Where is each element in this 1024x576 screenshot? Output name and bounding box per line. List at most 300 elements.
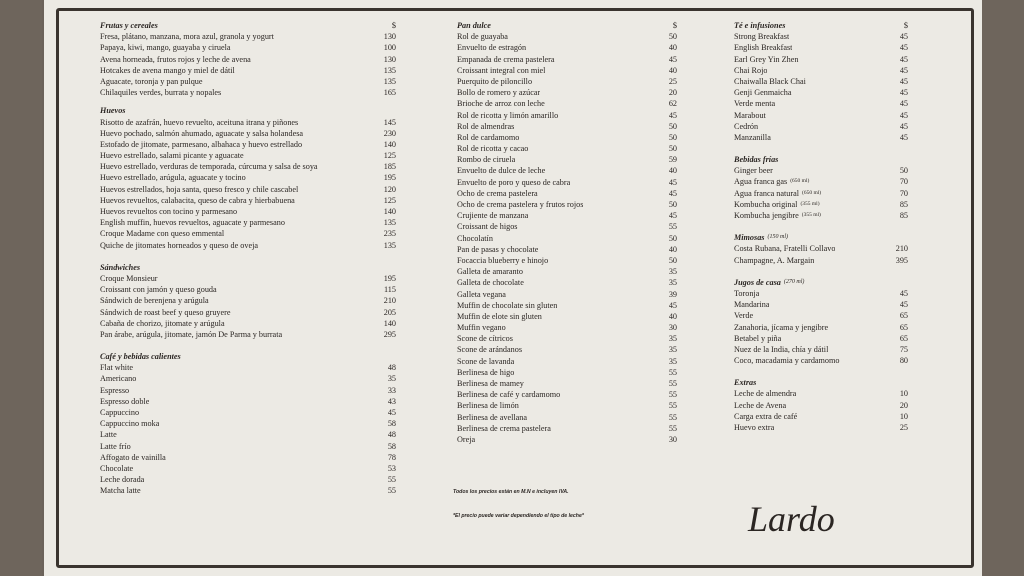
menu-item-name: Envuelto de dulce de leche — [457, 166, 546, 176]
menu-item-name: Muffin de chocolate sin gluten — [457, 300, 558, 310]
menu-item-price: 50 — [668, 32, 677, 42]
menu-item — [734, 199, 908, 210]
menu-item — [734, 42, 908, 53]
menu-item — [734, 400, 908, 411]
menu-item-price: 45 — [899, 32, 908, 42]
menu-item — [100, 418, 396, 429]
menu-item-price: 65 — [899, 333, 908, 343]
menu-item-price: 50 — [668, 233, 677, 243]
menu-item-price: 130 — [383, 54, 396, 64]
menu-item-name: Huevos estrellados, hoja santa, queso fresco y chile cascabel — [100, 184, 299, 194]
menu-item-price: 50 — [668, 121, 677, 131]
menu-item-price: 58 — [387, 419, 396, 429]
menu-item — [100, 87, 396, 98]
menu-item-price: 45 — [899, 121, 908, 131]
menu-item-price: 165 — [383, 88, 396, 98]
menu-item-name: Cappuccino moka — [100, 419, 160, 429]
menu-item — [457, 423, 677, 434]
menu-item-price: 75 — [899, 344, 908, 354]
menu-item-name: Galleta de amaranto — [457, 267, 523, 277]
menu-item-price: 50 — [668, 132, 677, 142]
section-title: Café y bebidas calientes — [100, 352, 181, 362]
menu-item — [100, 217, 396, 228]
lardo-logo — [742, 493, 892, 547]
menu-item — [100, 65, 396, 76]
menu-item-price: 120 — [383, 184, 396, 194]
menu-item-name: Zanahoria, jícama y jengibre — [734, 322, 829, 332]
menu-item-name: Risotto de azafrán, huevo revuelto, aceituna itrana y piñones — [100, 117, 299, 127]
menu-item-price: 45 — [668, 211, 677, 221]
menu-item-price: 195 — [383, 173, 396, 183]
menu-item-price: 53 — [387, 463, 396, 473]
menu-item-name: Leche de Avena — [734, 400, 787, 410]
menu-item-name: Berlinesa de higo — [457, 367, 515, 377]
menu-item-price: 55 — [668, 367, 677, 377]
menu-item — [100, 329, 396, 340]
menu-item-price: 185 — [383, 162, 396, 172]
menu-item-price: 35 — [668, 356, 677, 366]
menu-item-name: Chocolatín — [457, 233, 493, 243]
menu-item-name: Crujiente de manzana — [457, 211, 529, 221]
menu-item-price: 55 — [668, 390, 677, 400]
menu-item — [457, 378, 677, 389]
menu-item-price: 30 — [668, 323, 677, 333]
menu-item — [734, 288, 908, 299]
menu-item-price: 55 — [668, 401, 677, 411]
milk-note: *El precio puede variar dependiendo el tipo de leche* — [453, 513, 584, 519]
menu-item — [457, 344, 677, 355]
section-list-extras — [734, 388, 908, 433]
menu-item-name: Huevo extra — [734, 423, 775, 432]
menu-item-price: 50 — [668, 255, 677, 265]
menu-item — [100, 441, 396, 452]
section-heading-pan — [457, 20, 677, 31]
menu-item-price: 135 — [383, 240, 396, 250]
menu-item — [734, 388, 908, 399]
price-currency: $ — [391, 21, 396, 30]
menu-item-price: 210 — [895, 244, 908, 254]
menu-item-price: 55 — [668, 379, 677, 388]
menu-item — [457, 233, 677, 244]
menu-item-name: Avena horneada, frutos rojos y leche de avena — [100, 54, 251, 64]
menu-item-price: 80 — [899, 356, 908, 366]
menu-item-price: 45 — [899, 43, 908, 53]
menu-item-name: Quiche de jitomates horneados y queso de oveja — [100, 240, 259, 250]
menu-item-name: Croissant de higos — [457, 222, 518, 232]
menu-column-3 — [734, 20, 908, 433]
menu-item-name: Pan de pasas y chocolate — [457, 244, 539, 254]
menu-item-name: Chilaquiles verdes, burrata y nopales — [100, 88, 222, 98]
menu-item-price: 145 — [383, 117, 396, 127]
menu-item-price: 45 — [668, 54, 677, 64]
menu-item-price: 45 — [387, 408, 396, 417]
menu-item-name: Puerquito de piloncillo — [457, 76, 533, 86]
menu-item-name: Pan árabe, arúgula, jitomate, jamón De Parma y burrata — [100, 329, 283, 339]
menu-item-name: Toronja — [734, 288, 760, 298]
background-right — [980, 0, 1024, 576]
section-heading-mimosas — [734, 232, 908, 243]
menu-item-price: 40 — [668, 311, 677, 321]
menu-item-price: 45 — [899, 288, 908, 298]
section-list-jugos — [734, 288, 908, 366]
menu-item — [100, 396, 396, 407]
menu-column-1 — [100, 20, 396, 497]
menu-item-price: 395 — [895, 255, 908, 265]
menu-item — [457, 367, 677, 378]
menu-item — [457, 266, 677, 277]
prices-note: Todos los precios están en M.N e incluyen IVA. — [453, 489, 569, 495]
menu-item-price: 35 — [668, 334, 677, 344]
menu-item-name: Sándwich de berenjena y arúgula — [100, 296, 209, 306]
menu-item — [100, 228, 396, 239]
menu-item — [734, 210, 908, 221]
menu-item — [100, 373, 396, 384]
menu-item — [100, 463, 396, 474]
menu-item-name: Croque Madame con queso emmental — [100, 229, 225, 239]
menu-item-name: Empanada de crema pastelera — [457, 54, 555, 64]
menu-item-size: (355 ml) — [800, 200, 820, 207]
menu-item-price: 140 — [383, 318, 396, 328]
menu-item — [734, 243, 908, 254]
menu-item-price: 135 — [383, 65, 396, 75]
menu-item — [100, 452, 396, 463]
menu-item — [457, 177, 677, 188]
menu-item-name: Marabout — [734, 110, 766, 120]
menu-item — [734, 87, 908, 98]
menu-item-price: 205 — [383, 307, 396, 317]
menu-item — [100, 128, 396, 139]
menu-item-price: 43 — [387, 396, 396, 406]
menu-item-price: 125 — [383, 151, 396, 161]
menu-item — [100, 407, 396, 418]
menu-item-price: 45 — [899, 76, 908, 86]
menu-item — [734, 176, 908, 187]
menu-item-name: Espresso — [100, 385, 130, 395]
menu-item-name: Betabel y piña — [734, 333, 782, 343]
menu-item-price: 25 — [668, 76, 677, 86]
menu-item — [457, 277, 677, 288]
section-heading-sandwiches — [100, 262, 396, 273]
menu-item-name: Chaiwalla Black Chai — [734, 76, 806, 86]
menu-item — [100, 150, 396, 161]
section-title: Pan dulce — [457, 21, 491, 30]
section-list-mimosas — [734, 243, 908, 265]
menu-item-name: Strong Breakfast — [734, 32, 790, 42]
section-title: Sándwiches — [100, 262, 141, 272]
menu-item — [100, 474, 396, 485]
menu-item-name: Rol de ricotta y limón amarillo — [457, 110, 559, 120]
menu-item — [457, 300, 677, 311]
menu-item-name: Croissant con jamón y queso gouda — [100, 285, 217, 295]
section-list-frias — [734, 165, 908, 221]
menu-item-price: 40 — [668, 166, 677, 176]
menu-item-price: 62 — [668, 99, 677, 109]
section-heading-cafe — [100, 351, 396, 362]
menu-item — [734, 110, 908, 121]
menu-item — [100, 429, 396, 440]
menu-item — [100, 54, 396, 65]
menu-item — [734, 255, 908, 266]
menu-item-name: Huevo estrellado, arúgula, aguacate y tocino — [100, 173, 246, 183]
section-title: Bebidas frías — [734, 155, 779, 165]
menu-item-price: 50 — [899, 166, 908, 176]
menu-item-name: English Breakfast — [734, 43, 793, 53]
menu-item-name: Envuelto de poro y queso de cabra — [457, 177, 571, 187]
logo-text: Lardo — [748, 499, 835, 539]
menu-item-name: Rol de almendras — [457, 121, 515, 131]
menu-item — [457, 221, 677, 232]
menu-item — [734, 121, 908, 132]
menu-item-name: Costa Rubana, Fratelli Collavo — [734, 244, 836, 254]
menu-item — [100, 117, 396, 128]
menu-item — [100, 385, 396, 396]
menu-item-price: 55 — [387, 486, 396, 496]
menu-item-price: 45 — [899, 110, 908, 120]
menu-item-name: Berlinesa de avellana — [457, 412, 528, 422]
menu-item-name: Mandarina — [734, 300, 770, 310]
section-list-sandwiches — [100, 273, 396, 340]
menu-item-price: 45 — [668, 110, 677, 120]
menu-item-name: Envuelto de estragón — [457, 43, 527, 53]
menu-item-name: Rol de cardamomo — [457, 132, 520, 142]
menu-item-name: Cedrón — [734, 121, 759, 131]
menu-item — [457, 412, 677, 423]
menu-item — [100, 195, 396, 206]
menu-item-price: 10 — [899, 389, 908, 399]
menu-item — [457, 210, 677, 221]
menu-item-name: Chai Rojo — [734, 65, 768, 75]
menu-item-price: 65 — [899, 322, 908, 332]
menu-item-name: Scone de lavanda — [457, 356, 515, 366]
menu-item-price: 33 — [387, 385, 396, 395]
menu-item — [457, 121, 677, 132]
menu-item-price: 55 — [387, 475, 396, 485]
menu-item-price: 100 — [383, 43, 396, 53]
menu-item-name: Berlinesa de café y cardamomo — [457, 390, 561, 400]
menu-item-price: 39 — [668, 289, 677, 299]
menu-item-name: Fresa, plátano, manzana, mora azul, granola y yogurt — [100, 32, 274, 42]
menu-item-price: 70 — [899, 177, 908, 187]
menu-item-name: Berlinesa de mamey — [457, 379, 524, 388]
menu-item-price: 85 — [899, 211, 908, 220]
menu-item — [100, 76, 396, 87]
menu-item-name: Coco, macadamia y cardamomo — [734, 356, 840, 366]
menu-item — [100, 31, 396, 42]
menu-item-name: Huevo estrellado, salami picante y aguacate — [100, 151, 244, 161]
menu-item-name: Ocho de crema pastelera y frutos rojos — [457, 200, 584, 209]
menu-item-price: 55 — [668, 412, 677, 422]
menu-item — [457, 289, 677, 300]
menu-item-name: Kombucha original — [734, 199, 798, 209]
menu-item — [734, 355, 908, 366]
menu-item-price: 45 — [668, 188, 677, 198]
menu-item — [457, 333, 677, 344]
menu-item-price: 50 — [668, 200, 677, 209]
menu-item-price: 35 — [668, 267, 677, 277]
section-heading-te — [734, 20, 908, 31]
menu-item-price: 210 — [383, 296, 396, 306]
section-title: Té e infusiones — [734, 21, 786, 30]
menu-item-name: Brioche de arroz con leche — [457, 99, 545, 109]
menu-item-name: Matcha latte — [100, 486, 141, 496]
menu-item-name: Huevo pochado, salmón ahumado, aguacate y salsa holandesa — [100, 128, 304, 138]
menu-item-name: Galleta vegana — [457, 289, 506, 299]
menu-item-price: 65 — [899, 311, 908, 321]
menu-item-price: 55 — [668, 423, 677, 433]
section-heading-frutas — [100, 20, 396, 31]
menu-item-name: Cabaña de chorizo, jitomate y arúgula — [100, 318, 225, 328]
menu-item-price: 295 — [383, 329, 396, 339]
section-heading-extras — [734, 377, 908, 388]
menu-item-name: Nuez de la India, chía y dátil — [734, 344, 829, 354]
menu-item — [457, 165, 677, 176]
menu-item — [457, 400, 677, 411]
menu-item-price: 45 — [899, 65, 908, 75]
menu-item-name: Muffin vegano — [457, 323, 506, 333]
menu-item-price: 78 — [387, 452, 396, 462]
menu-item — [734, 411, 908, 422]
section-title: Huevos — [100, 106, 126, 116]
menu-item-name: Leche dorada — [100, 475, 145, 485]
menu-item — [734, 310, 908, 321]
menu-item — [734, 333, 908, 344]
menu-item-price: 235 — [383, 229, 396, 239]
section-title: Extras — [734, 378, 757, 388]
menu-item-price: 20 — [899, 400, 908, 410]
menu-item-price: 45 — [899, 54, 908, 64]
menu-item — [457, 199, 677, 210]
menu-item — [734, 98, 908, 109]
menu-item — [457, 311, 677, 322]
menu-item — [100, 139, 396, 150]
menu-item-name: Ocho de crema pastelera — [457, 188, 538, 198]
menu-item-price: 85 — [899, 199, 908, 209]
menu-item-name: Focaccia blueberry e hinojo — [457, 255, 549, 265]
menu-item-price: 45 — [668, 300, 677, 310]
menu-item-price: 40 — [668, 43, 677, 53]
menu-item-name: Earl Grey Yin Zhen — [734, 54, 799, 64]
menu-item-name: Sándwich de roast beef y queso gruyere — [100, 307, 231, 317]
section-list-huevos — [100, 117, 396, 251]
menu-item — [457, 110, 677, 121]
menu-item-name: Manzanilla — [734, 132, 771, 142]
menu-item — [457, 65, 677, 76]
menu-item-name: Galleta de chocolate — [457, 278, 524, 288]
menu-item-name: Kombucha jengibre — [734, 211, 799, 220]
section-list-te — [734, 31, 908, 143]
menu-item-name: Genji Genmaicha — [734, 88, 792, 98]
menu-item — [457, 143, 677, 154]
menu-item-name: Chocolate — [100, 463, 134, 473]
menu-item — [457, 31, 677, 42]
menu-item-price: 58 — [387, 441, 396, 451]
menu-item — [457, 154, 677, 165]
menu-item-name: Aguacate, toronja y pan pulque — [100, 76, 203, 86]
menu-item — [100, 42, 396, 53]
menu-item-price: 35 — [387, 374, 396, 384]
menu-item-price: 55 — [668, 222, 677, 232]
menu-item-name: Affogato de vainilla — [100, 452, 166, 462]
menu-item-name: Carga extra de café — [734, 411, 798, 421]
menu-item-price: 48 — [387, 430, 396, 440]
section-title: Mimosas — [734, 233, 765, 243]
menu-item — [100, 184, 396, 195]
menu-item — [100, 273, 396, 284]
menu-item-price: 140 — [383, 207, 396, 216]
menu-item — [100, 206, 396, 217]
menu-item-price: 20 — [668, 88, 677, 98]
menu-item — [734, 132, 908, 143]
menu-item-price: 50 — [668, 144, 677, 154]
menu-item-name: Croque Monsieur — [100, 273, 158, 283]
section-title: Frutas y cereales — [100, 21, 158, 30]
menu-item-price: 140 — [383, 139, 396, 149]
menu-item-price: 45 — [668, 177, 677, 187]
menu-item — [100, 172, 396, 183]
menu-item-price: 70 — [899, 188, 908, 198]
menu-item-name: Hotcakes de avena mango y miel de dátil — [100, 65, 235, 75]
menu-item — [457, 87, 677, 98]
menu-item-name: Berlinesa de limón — [457, 401, 519, 411]
menu-item — [457, 42, 677, 53]
menu-item — [457, 98, 677, 109]
menu-item — [457, 244, 677, 255]
menu-item-price: 35 — [668, 345, 677, 355]
menu-item-price: 59 — [668, 155, 677, 165]
menu-item-price: 45 — [899, 300, 908, 310]
menu-item — [457, 434, 677, 445]
menu-item-name: Huevo estrellado, verduras de temporada, cúrcuma y salsa de soya — [100, 162, 318, 172]
menu-item-price: 30 — [668, 434, 677, 444]
section-heading-jugos — [734, 277, 908, 288]
menu-item-name: Papaya, kiwi, mango, guayaba y ciruela — [100, 43, 231, 53]
background-left — [0, 0, 42, 576]
menu-item — [734, 31, 908, 42]
menu-item-price: 130 — [383, 32, 396, 42]
menu-item-name: Americano — [100, 374, 137, 384]
menu-item — [734, 165, 908, 176]
menu-item-name: Huevos revueltos, calabacita, queso de cabra y hierbabuena — [100, 195, 295, 205]
menu-item — [457, 322, 677, 333]
menu-item-name: Rol de ricotta y cacao — [457, 144, 529, 154]
menu-item-name: Cappuccino — [100, 408, 140, 417]
menu-item-size: (650 ml) — [802, 189, 822, 196]
menu-item-name: Rol de guayaba — [457, 32, 508, 42]
menu-item-name: Scone de cítricos — [457, 334, 513, 344]
menu-item — [734, 422, 908, 433]
section-list-frutas — [100, 31, 396, 98]
menu-item-name: Leche de almendra — [734, 389, 797, 399]
menu-item-name: Huevos revueltos con tocino y parmesano — [100, 207, 238, 216]
menu-column-2 — [457, 20, 677, 445]
menu-item — [100, 307, 396, 318]
menu-item-name: English muffin, huevos revueltos, aguacate y parmesano — [100, 218, 285, 228]
menu-item-name: Rombo de ciruela — [457, 155, 516, 165]
menu-item-name: Verde — [734, 311, 754, 321]
menu-item — [100, 295, 396, 306]
menu-item — [734, 188, 908, 199]
menu-item-price: 135 — [383, 218, 396, 228]
menu-item-name: Croissant integral con miel — [457, 65, 546, 75]
menu-item — [734, 299, 908, 310]
menu-item — [734, 76, 908, 87]
menu-item-price: 115 — [384, 285, 396, 295]
menu-item — [100, 362, 396, 373]
menu-item — [457, 255, 677, 266]
menu-item-price: 45 — [899, 132, 908, 142]
menu-item — [734, 344, 908, 355]
menu-item — [457, 54, 677, 65]
